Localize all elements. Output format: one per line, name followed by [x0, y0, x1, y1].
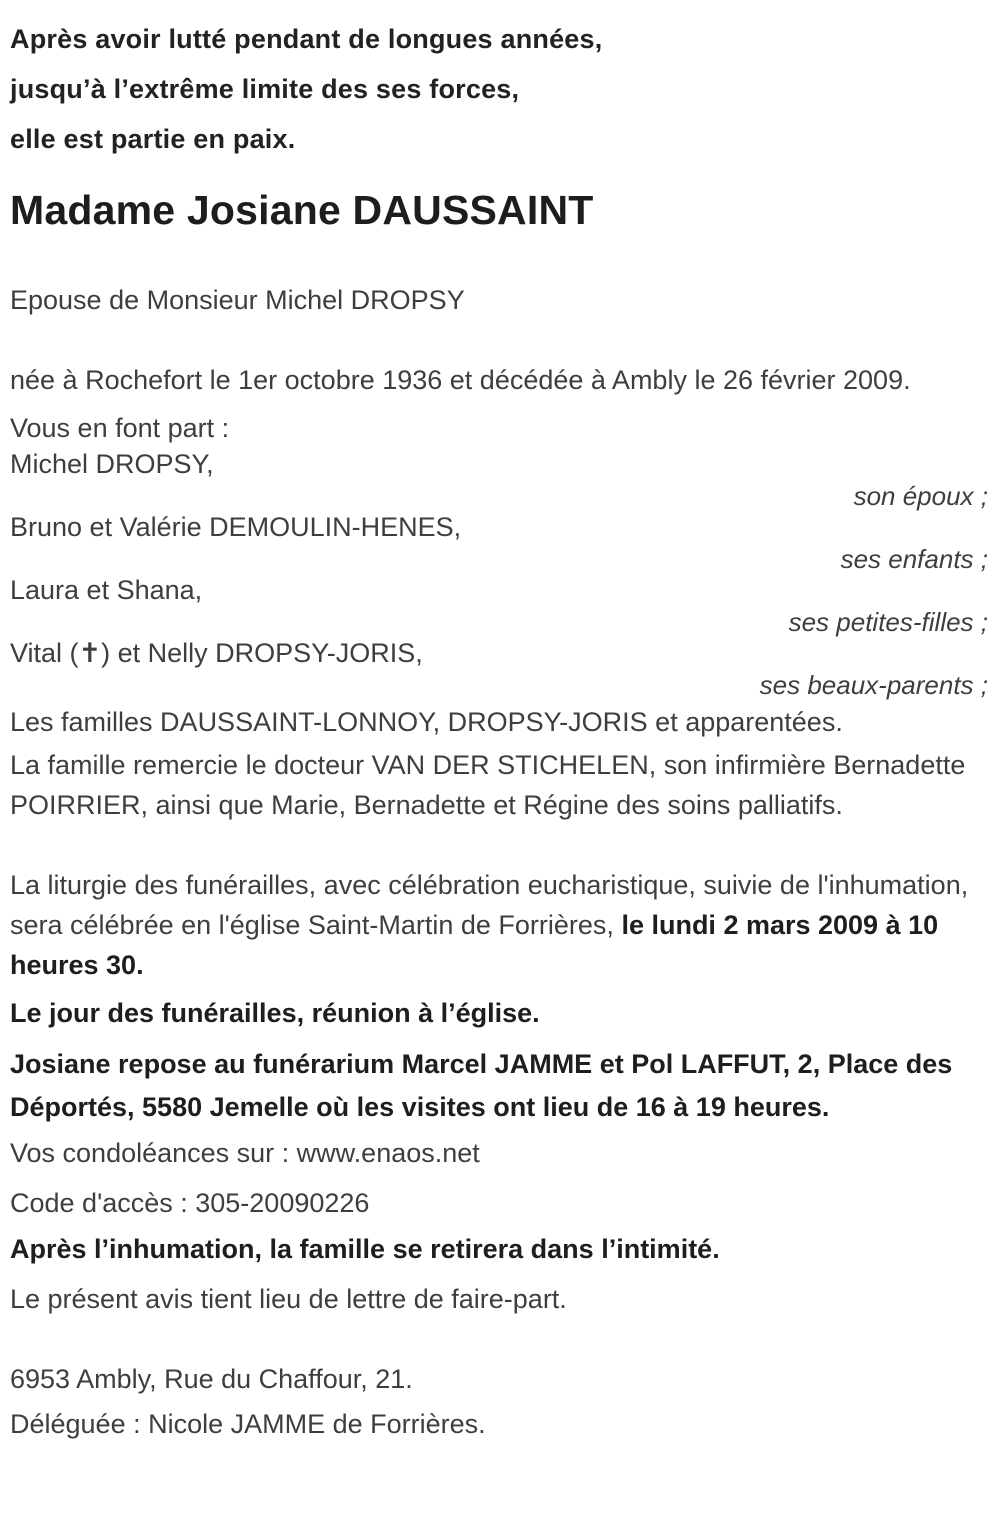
liturgy-text: La liturgie des funérailles, avec célébration eucharistique, suivie de l'inhumation, sera célébrée en l'église Saint-Martin de Forrières, [10, 870, 969, 940]
families-line: Les familles DAUSSAINT-LONNOY, DROPSY-JORIS et apparentées. [10, 707, 843, 737]
relative-row-granddaughters [10, 574, 988, 637]
relative-relation: ses petites-filles ; [788, 607, 988, 637]
privacy-line: Après l’inhumation, la famille se retirera dans l’intimité. [10, 1234, 720, 1264]
reunion-line: Le jour des funérailles, réunion à l’église. [10, 998, 540, 1028]
delegate-line: Déléguée : Nicole JAMME de Forrières. [10, 1409, 486, 1439]
spouse-line: Epouse de Monsieur Michel DROPSY [10, 285, 465, 315]
relative-row-parents-in-law [10, 637, 988, 700]
relative-relation: ses beaux-parents ; [759, 670, 988, 700]
deceased-name-title: Madame Josiane DAUSSAINT [10, 187, 594, 233]
funerarium-line: Josiane repose au funérarium Marcel JAMME et Pol LAFFUT, 2, Place des Déportés, 5580 Jemelle où les visites ont lieu de 16 à 19 heures. [10, 1049, 953, 1122]
intro-line-3: elle est partie en paix. [10, 124, 296, 154]
intro-line-1: Après avoir lutté pendant de longues années, [10, 24, 603, 54]
relative-relation: ses enfants ; [840, 544, 988, 574]
relative-name: Michel DROPSY, [10, 449, 214, 479]
relative-relation: son époux ; [853, 481, 988, 511]
thanks-line: La famille remercie le docteur VAN DER STICHELEN, son infirmière Bernadette POIRRIER, ainsi que Marie, Bernadette et Régine des soins palliatifs. [10, 750, 966, 820]
condolences-line: Vos condoléances sur : www.enaos.net [10, 1138, 480, 1168]
liturgy-paragraph [10, 865, 988, 985]
access-code-line: Code d'accès : 305-20090226 [10, 1188, 370, 1218]
relative-name: Vital (✝) et Nelly DROPSY-JORIS, [10, 638, 423, 668]
birth-death-line: née à Rochefort le 1er octobre 1936 et décédée à Ambly le 26 février 2009. [10, 365, 911, 395]
faire-part-line: Le présent avis tient lieu de lettre de faire-part. [10, 1284, 567, 1314]
relative-name: Laura et Shana, [10, 575, 203, 605]
intro-line-2: jusqu’à l’extrême limite des ses forces, [10, 74, 520, 104]
announcement-intro: Vous en font part : [10, 413, 230, 443]
liturgy-date-bold: le lundi 2 mars 2009 à 10 heures 30. [10, 910, 939, 980]
relative-row-spouse [10, 448, 988, 511]
intro-section [10, 14, 988, 164]
relative-row-children [10, 511, 988, 574]
address-line: 6953 Ambly, Rue du Chaffour, 21. [10, 1364, 413, 1394]
footer-section [10, 1359, 988, 1444]
relatives-list [10, 448, 988, 700]
relative-name: Bruno et Valérie DEMOULIN-HENES, [10, 512, 462, 542]
